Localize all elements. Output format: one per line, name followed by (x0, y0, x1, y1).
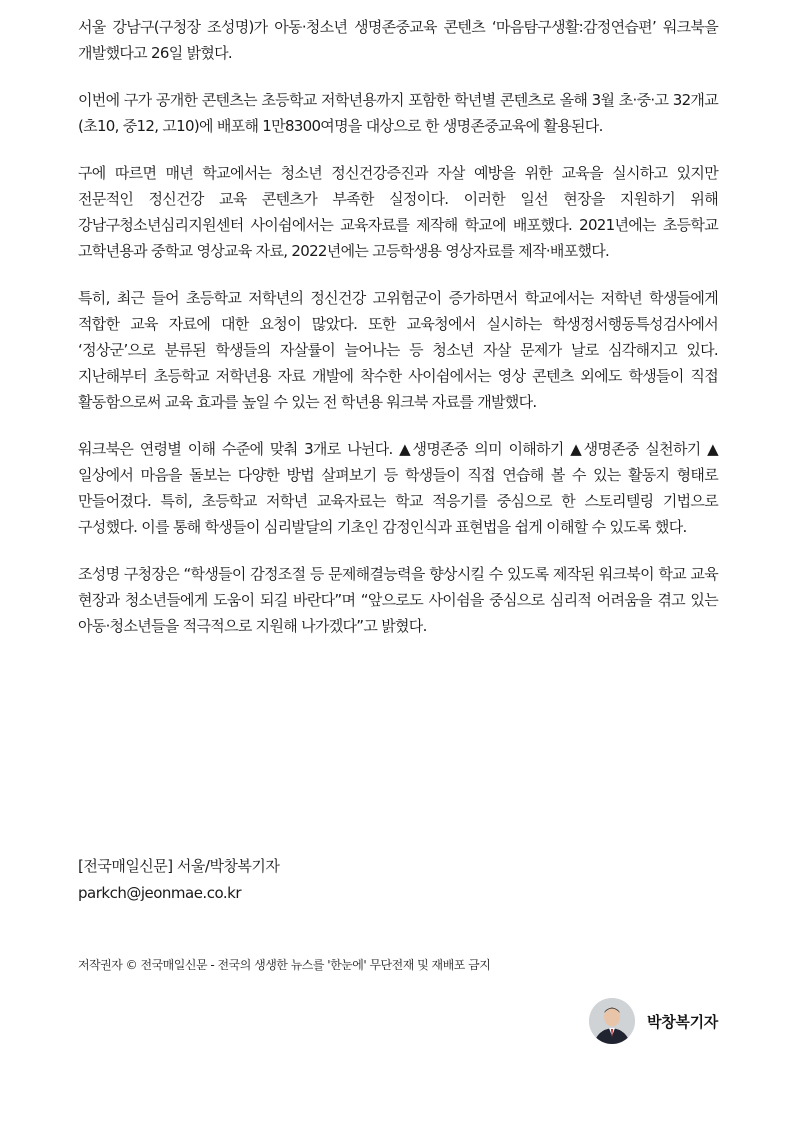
byline (78, 853, 718, 907)
author-card[interactable] (589, 996, 718, 1046)
paragraph-quote: 조성명 구청장은 “학생들이 감정조절 등 문제해결능력을 향상시킬 수 있도록 제작된 워크북이 학교 교육 현장과 청소년들에게 도움이 되길 바란다”며 “앞으로도 사이쉼을 중심으로 심리적 어려움을 겪고 있는 아동·청소년들을 적극적으로 지원해 나가겠다”고 밝혔다. (78, 565, 718, 635)
copyright-notice: 저작권자 © 전국매일신문 - 전국의 생생한 뉴스를 '한눈에' 무단전재 및 재배포 금지 (78, 958, 491, 972)
author-name: 박창복기자 (647, 1012, 718, 1031)
paragraph-background: 구에 따르면 매년 학교에서는 청소년 정신건강증진과 자살 예방을 위한 교육을 실시하고 있지만 전문적인 정신건강 교육 콘텐츠가 부족한 실정이다. 이러한 일선 현장을 지원하기 위해 강남구청소년심리지원센터 사이쉼에서는 교육자료를 제작해 학교에 배포했다. 2021년에는 초등학교 고학년용과 중학교 영상교육 자료, 2022년에는 고등학생용 영상자료를 제작·배포했다. (78, 164, 718, 260)
paragraph-workbook: 워크북은 연령별 이해 수준에 맞춰 3개로 나뉜다. ▲생명존중 의미 이해하기 ▲생명존중 실천하기 ▲일상에서 마음을 돌보는 다양한 방법 살펴보기 등 학생들이 직접 연습해 볼 수 있는 활동지 형태로 만들어졌다. 특히, 초등학교 저학년 교육자료는 학교 적응기를 중심으로 한 스토리텔링 기법으로 구성했다. 이를 통해 학생들이 심리발달의 기초인 감정인식과 표현법을 쉽게 이해할 수 있도록 했다. (78, 440, 718, 536)
reporter-portrait-icon (589, 998, 635, 1044)
byline-source: [전국매일신문] 서울/박창복기자 (78, 857, 280, 875)
paragraph-lead: 서울 강남구(구청장 조성명)가 아동·청소년 생명존중교육 콘텐츠 ‘마음탐구생활:감정연습편’ 워크북을 개발했다고 26일 밝혔다. (78, 18, 718, 62)
byline-email[interactable]: parkch@jeonmae.co.kr (78, 884, 241, 902)
paragraph-distribution: 이번에 구가 공개한 콘텐츠는 초등학교 저학년용까지 포함한 학년별 콘텐츠로 올해 3월 초·중·고 32개교(초10, 중12, 고10)에 배포해 1만8300여명을 대상으로 한 생명존중교육에 활용된다. (78, 91, 718, 135)
article-body (78, 14, 718, 660)
paragraph-need: 특히, 최근 들어 초등학교 저학년의 정신건강 고위험군이 증가하면서 학교에서는 저학년 학생들에게 적합한 교육 자료에 대한 요청이 많았다. 또한 교육청에서 실시하는 학생정서행동특성검사에서 ‘정상군’으로 분류된 학생들의 자살률이 늘어나는 등 청소년 자살 문제가 날로 심각해지고 있다. 지난해부터 초등학교 저학년용 자료 개발에 착수한 사이쉼에서는 영상 콘텐츠 외에도 학생들이 직접 활동함으로써 교육 효과를 높일 수 있는 전 학년용 워크북 자료를 개발했다. (78, 289, 718, 411)
